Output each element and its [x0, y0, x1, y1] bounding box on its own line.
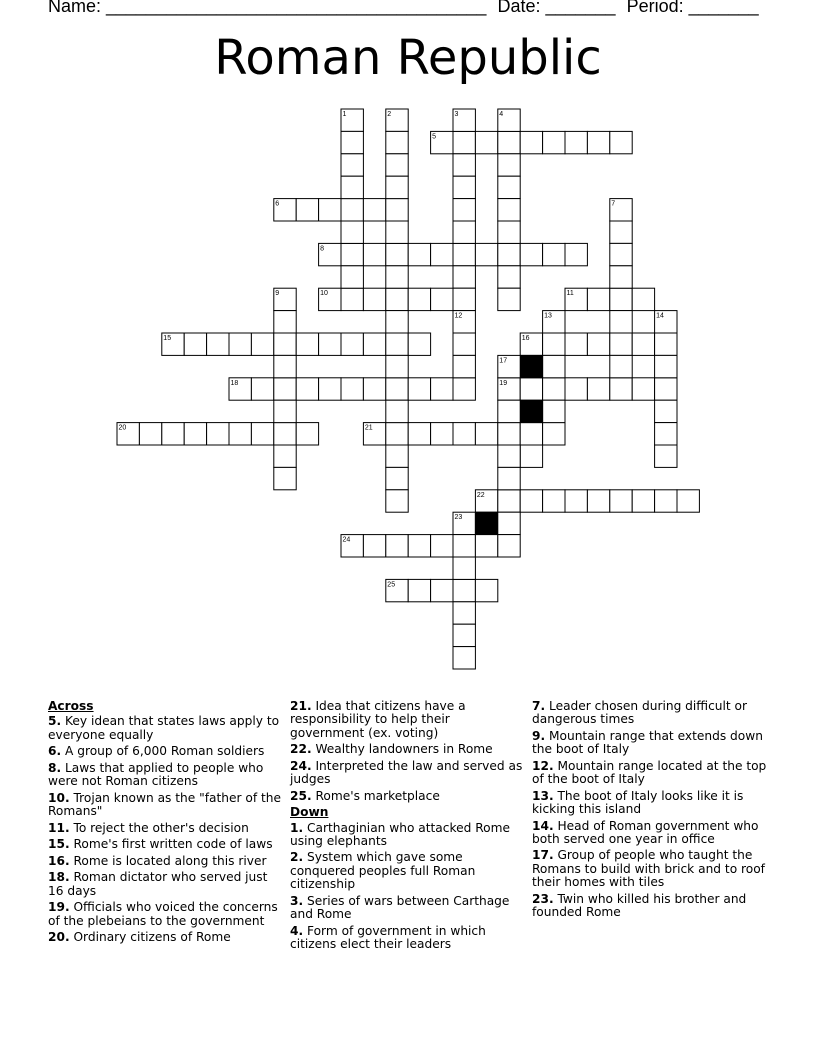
grid-cell[interactable] [431, 378, 453, 400]
grid-cell[interactable] [453, 378, 475, 400]
grid-cell[interactable] [162, 423, 184, 445]
grid-cell[interactable] [543, 333, 565, 355]
grid-cell[interactable] [363, 333, 385, 355]
grid-cell[interactable] [341, 266, 363, 288]
clue-number-label: 18. [48, 870, 70, 885]
grid-cell[interactable] [565, 378, 587, 400]
grid-cell[interactable] [319, 199, 341, 221]
clue-text: Rome is located along this river [69, 853, 267, 868]
grid-cell[interactable] [274, 467, 296, 489]
across-clue [290, 790, 526, 803]
grid-cell[interactable] [520, 423, 542, 445]
clue-text: Carthaginian who attacked Rome using elephants [290, 820, 510, 848]
grid-cell[interactable] [386, 400, 408, 422]
grid-cell[interactable] [341, 154, 363, 176]
grid-cell[interactable] [408, 423, 430, 445]
clue-number: 8 [320, 245, 325, 253]
grid-cell[interactable] [453, 288, 475, 310]
grid-cell[interactable] [431, 423, 453, 445]
clue-text: System which gave some conquered peoples full Roman citizenship [290, 850, 476, 892]
clue-number: 21 [364, 424, 373, 432]
black-cell [520, 400, 542, 422]
down-clue [290, 851, 526, 891]
grid-cell[interactable] [408, 579, 430, 601]
grid-cell[interactable] [543, 423, 565, 445]
clue-number: 1 [342, 111, 347, 118]
clue-number-label: 11. [48, 820, 70, 835]
grid-cell[interactable] [251, 333, 273, 355]
across-clue [48, 792, 284, 819]
grid-cell[interactable] [475, 131, 497, 153]
down-clue [532, 790, 768, 817]
date-field[interactable]: Date: _______ [497, 0, 616, 16]
grid-cell[interactable] [498, 288, 520, 310]
clue-number-label: 6. [48, 744, 62, 759]
grid-cell[interactable] [632, 490, 654, 512]
grid-cell[interactable] [341, 131, 363, 153]
clue-text: Series of wars between Carthage and Rome [290, 893, 510, 921]
clue-column-1 [48, 700, 284, 948]
clue-number-label: 17. [532, 848, 554, 863]
clue-number: 15 [163, 335, 172, 342]
grid-cell[interactable] [498, 243, 520, 265]
grid-cell[interactable] [453, 154, 475, 176]
grid-cell[interactable] [319, 333, 341, 355]
grid-cell[interactable] [453, 176, 475, 198]
grid-cell[interactable] [498, 535, 520, 557]
grid-cell[interactable] [453, 266, 475, 288]
grid-cell[interactable] [610, 311, 632, 333]
across-clue [290, 700, 526, 740]
clue-number-label: 20. [48, 930, 70, 945]
grid-cell[interactable] [565, 490, 587, 512]
grid-cell[interactable] [520, 243, 542, 265]
black-cell [475, 512, 497, 534]
clue-text: The boot of Italy looks like it is kicking this island [532, 788, 744, 816]
grid-cell[interactable] [655, 423, 677, 445]
grid-cell[interactable] [363, 378, 385, 400]
down-clue [532, 820, 768, 847]
clue-number: 6 [275, 200, 280, 208]
grid-cell[interactable] [677, 490, 699, 512]
grid-cell[interactable] [431, 288, 453, 310]
clue-number: 10 [320, 290, 328, 298]
clue-number-label: 3. [290, 893, 304, 908]
down-clue [532, 893, 768, 920]
grid-cell[interactable] [610, 221, 632, 243]
grid-cell[interactable] [341, 199, 363, 221]
clue-number: 5 [432, 133, 437, 141]
clue-number: 2 [387, 111, 392, 118]
across-clue [48, 871, 284, 898]
grid-cell[interactable] [431, 535, 453, 557]
clue-number: 4 [499, 111, 504, 118]
grid-cell[interactable] [319, 378, 341, 400]
clue-column-2 [290, 700, 526, 954]
clue-number: 9 [275, 290, 280, 298]
grid-cell[interactable] [274, 311, 296, 333]
grid-cell[interactable] [274, 333, 296, 355]
down-clue [532, 700, 768, 727]
grid-cell[interactable] [520, 378, 542, 400]
grid-cell[interactable] [296, 333, 318, 355]
grid-cell[interactable] [498, 221, 520, 243]
grid-cell[interactable] [498, 199, 520, 221]
clue-heading: Across [48, 699, 94, 713]
grid-cell[interactable] [610, 490, 632, 512]
clue-number: 24 [342, 536, 351, 544]
grid-cell[interactable] [498, 445, 520, 467]
grid-cell[interactable] [386, 221, 408, 243]
clue-number-label: 15. [48, 837, 70, 852]
grid-cell[interactable] [543, 131, 565, 153]
grid-cell[interactable] [610, 355, 632, 377]
grid-cell[interactable] [296, 199, 318, 221]
grid-cell[interactable] [341, 221, 363, 243]
grid-cell[interactable] [453, 333, 475, 355]
grid-cell[interactable] [543, 378, 565, 400]
across-clue [48, 745, 284, 758]
grid-cell[interactable] [363, 535, 385, 557]
clue-number: 13 [544, 312, 552, 320]
grid-cell[interactable] [475, 423, 497, 445]
grid-cell[interactable] [498, 266, 520, 288]
grid-cell[interactable] [274, 355, 296, 377]
grid-cell[interactable] [274, 400, 296, 422]
grid-cell[interactable] [386, 266, 408, 288]
grid-cell[interactable] [565, 333, 587, 355]
down-clue [290, 822, 526, 849]
clue-number: 20 [118, 424, 127, 432]
grid-cell[interactable] [408, 333, 430, 355]
clue-text: Mountain range located at the top of the boot of Italy [532, 758, 767, 787]
grid-cell[interactable] [408, 535, 430, 557]
grid-cell[interactable] [453, 647, 475, 669]
clue-text: Trojan known as the "father of the Romans" [48, 790, 282, 818]
grid-cell[interactable] [475, 535, 497, 557]
grid-cell[interactable] [610, 266, 632, 288]
clue-text: Rome's first written code of laws [69, 837, 273, 852]
grid-cell[interactable] [341, 243, 363, 265]
grid-cell[interactable] [610, 243, 632, 265]
clue-number: 3 [454, 111, 459, 118]
grid-cell[interactable] [386, 311, 408, 333]
grid-cell[interactable] [431, 579, 453, 601]
grid-cell[interactable] [453, 131, 475, 153]
grid-cell[interactable] [453, 535, 475, 557]
grid-cell[interactable] [453, 199, 475, 221]
grid-cell[interactable] [408, 243, 430, 265]
clue-text: Rome's marketplace [311, 788, 440, 803]
grid-cell[interactable] [386, 467, 408, 489]
grid-cell[interactable] [565, 243, 587, 265]
grid-cell[interactable] [386, 490, 408, 512]
grid-cell[interactable] [274, 423, 296, 445]
grid-cell[interactable] [498, 467, 520, 489]
clue-text: Key idean that states laws apply to everyone equally [48, 714, 280, 742]
grid-cell[interactable] [341, 176, 363, 198]
clue-number-label: 8. [48, 760, 62, 775]
grid-cell[interactable] [274, 445, 296, 467]
clue-number-label: 21. [290, 699, 312, 713]
grid-cell[interactable] [386, 355, 408, 377]
grid-cell[interactable] [453, 423, 475, 445]
grid-cell[interactable] [453, 557, 475, 579]
grid-cell[interactable] [475, 243, 497, 265]
grid-cell[interactable] [655, 445, 677, 467]
down-clue [290, 925, 526, 952]
across-clue [48, 838, 284, 851]
clue-text: A group of 6,000 Roman soldiers [61, 744, 265, 759]
across-clue [290, 760, 526, 787]
grid-cell[interactable] [475, 579, 497, 601]
grid-cell[interactable] [610, 378, 632, 400]
grid-cell[interactable] [386, 445, 408, 467]
clue-number-label: 24. [290, 758, 312, 773]
grid-cell[interactable] [543, 355, 565, 377]
grid-cell[interactable] [498, 154, 520, 176]
grid-cell[interactable] [386, 333, 408, 355]
clue-text: Leader chosen during difficult or dangerous times [532, 699, 748, 727]
grid-cell[interactable] [520, 490, 542, 512]
across-clue [48, 901, 284, 928]
across-clue [48, 822, 284, 835]
across-clue [48, 931, 284, 944]
grid-cell[interactable] [274, 378, 296, 400]
grid-cell[interactable] [296, 423, 318, 445]
grid-cell[interactable] [498, 176, 520, 198]
clue-number-label: 25. [290, 788, 312, 803]
clue-text: Idea that citizens have a responsibility to help their government (ex. voting) [290, 699, 466, 740]
grid-cell[interactable] [610, 333, 632, 355]
clue-number-label: 2. [290, 850, 304, 865]
clue-number-label: 1. [290, 820, 304, 835]
down-clue [290, 895, 526, 922]
grid-cell[interactable] [139, 423, 161, 445]
name-field[interactable]: Name: ______________________________________ [48, 0, 487, 16]
grid-cell[interactable] [498, 490, 520, 512]
across-clue [48, 855, 284, 868]
grid-cell[interactable] [655, 378, 677, 400]
clue-number-label: 22. [290, 742, 312, 757]
grid-cell[interactable] [543, 400, 565, 422]
clue-number: 12 [454, 312, 463, 320]
clue-text: Twin who killed his brother and founded Rome [532, 891, 747, 919]
clue-heading: Down [290, 805, 329, 820]
across-clue [290, 743, 526, 756]
grid-cell[interactable] [229, 333, 251, 355]
clue-number: 14 [656, 312, 664, 320]
clue-column-3 [532, 700, 768, 923]
clue-number: 25 [387, 581, 396, 589]
clue-number-label: 10. [48, 790, 70, 805]
grid-cell[interactable] [632, 288, 654, 310]
clue-number-label: 5. [48, 714, 62, 729]
grid-cell[interactable] [386, 199, 408, 221]
grid-cell[interactable] [341, 288, 363, 310]
grid-cell[interactable] [610, 288, 632, 310]
grid-cell[interactable] [520, 131, 542, 153]
grid-cell[interactable] [341, 378, 363, 400]
period-field[interactable]: Period: _______ [626, 0, 759, 16]
grid-cell[interactable] [296, 378, 318, 400]
grid-cell[interactable] [543, 243, 565, 265]
clue-number-label: 12. [532, 758, 554, 773]
grid-cell[interactable] [184, 333, 206, 355]
grid-cell[interactable] [408, 378, 430, 400]
grid-cell[interactable] [632, 333, 654, 355]
grid-cell[interactable] [610, 131, 632, 153]
clue-text: Officials who voiced the concerns of the plebeians to the government [48, 900, 278, 928]
grid-cell[interactable] [655, 355, 677, 377]
clue-number-label: 9. [532, 728, 546, 743]
clue-text: Laws that applied to people who were not Roman citizens [48, 760, 264, 789]
clue-number: 11 [566, 290, 574, 298]
grid-cell[interactable] [386, 535, 408, 557]
grid-cell[interactable] [363, 288, 385, 310]
grid-cell[interactable] [453, 624, 475, 646]
clue-number: 16 [521, 335, 530, 342]
clue-number-label: 7. [532, 699, 546, 713]
across-clue [48, 715, 284, 742]
black-cell [520, 355, 542, 377]
grid-cell[interactable] [386, 288, 408, 310]
grid-cell[interactable] [251, 378, 273, 400]
clue-number: 7 [611, 200, 616, 208]
down-clue [532, 849, 768, 889]
grid-cell[interactable] [229, 423, 251, 445]
grid-cell[interactable] [386, 176, 408, 198]
grid-cell[interactable] [655, 400, 677, 422]
clue-number-label: 16. [48, 853, 70, 868]
page-title: Roman Republic [214, 30, 602, 86]
grid-cell[interactable] [207, 423, 229, 445]
grid-cell[interactable] [655, 490, 677, 512]
across-clue [48, 762, 284, 789]
clue-number-label: 14. [532, 818, 554, 833]
clue-text: Interpreted the law and served as judges [290, 758, 523, 787]
grid-cell[interactable] [453, 579, 475, 601]
grid-cell[interactable] [498, 131, 520, 153]
down-clue [532, 760, 768, 787]
clue-number-label: 4. [290, 923, 304, 938]
clue-text: Head of Roman government who both served one year in office [532, 818, 759, 846]
grid-cell[interactable] [453, 221, 475, 243]
clue-text: Roman dictator who served just 16 days [48, 870, 268, 898]
grid-cell[interactable] [386, 243, 408, 265]
grid-cell[interactable] [363, 243, 385, 265]
clue-text: Group of people who taught the Romans to build with brick and to roof their homes with tiles [532, 848, 765, 890]
grid-cell[interactable] [386, 378, 408, 400]
clue-number-label: 13. [532, 788, 554, 803]
grid-cell[interactable] [587, 490, 609, 512]
grid-cell[interactable] [431, 243, 453, 265]
grid-cell[interactable] [363, 199, 385, 221]
clue-number: 17 [499, 357, 508, 365]
grid-cell[interactable] [386, 154, 408, 176]
grid-cell[interactable] [386, 131, 408, 153]
grid-cell[interactable] [453, 355, 475, 377]
clue-text: Form of government in which citizens elect their leaders [290, 923, 486, 951]
grid-cell[interactable] [453, 243, 475, 265]
grid-cell[interactable] [587, 131, 609, 153]
clue-number: 22 [476, 491, 485, 499]
grid-cell[interactable] [587, 333, 609, 355]
clue-number-label: 19. [48, 900, 70, 915]
clue-text: Ordinary citizens of Rome [69, 930, 231, 945]
grid-cell[interactable] [498, 512, 520, 534]
grid-cell[interactable] [386, 423, 408, 445]
grid-cell[interactable] [251, 423, 273, 445]
grid-cell[interactable] [341, 333, 363, 355]
clue-number: 23 [454, 514, 463, 522]
grid-cell[interactable] [587, 378, 609, 400]
grid-cell[interactable] [408, 288, 430, 310]
grid-cell[interactable] [520, 445, 542, 467]
clue-number: 19 [499, 379, 508, 387]
grid-cell[interactable] [498, 423, 520, 445]
grid-cell[interactable] [655, 333, 677, 355]
grid-cell[interactable] [184, 423, 206, 445]
grid-cell[interactable] [498, 400, 520, 422]
grid-cell[interactable] [453, 602, 475, 624]
grid-cell[interactable] [543, 490, 565, 512]
grid-cell[interactable] [632, 378, 654, 400]
clue-number-label: 23. [532, 891, 554, 906]
clue-text: Wealthy landowners in Rome [311, 742, 493, 757]
grid-cell[interactable] [587, 288, 609, 310]
clue-text: Mountain range that extends down the boot of Italy [532, 728, 763, 757]
clue-number: 18 [230, 379, 239, 387]
grid-cell[interactable] [565, 131, 587, 153]
down-clue [532, 730, 768, 757]
clue-text: To reject the other's decision [69, 820, 249, 835]
grid-cell[interactable] [207, 333, 229, 355]
